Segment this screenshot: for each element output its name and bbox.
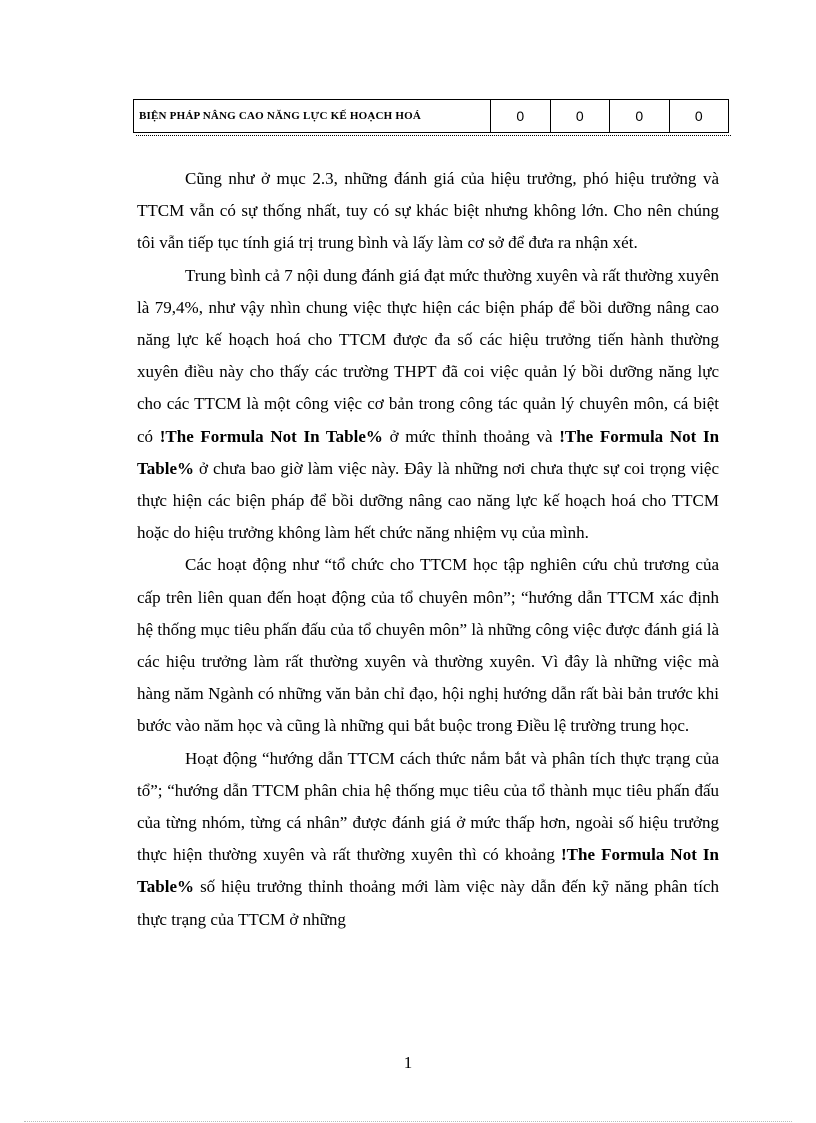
paragraph-text: ở mức thỉnh thoảng và — [382, 426, 560, 446]
summary-table — [133, 99, 729, 133]
page-bottom-rule — [24, 1121, 792, 1122]
formula-placeholder: !The Formula Not In Table% — [137, 426, 720, 478]
paragraph-text: ở chưa bao giờ làm việc này. Đây là những nơi chưa thực sự coi trọng việc thực hiện các biện pháp để bồi dưỡng nâng cao năng lực kế hoạch hoá cho TTCM hoặc do hiệu trưởng không làm hết chức năng nhiệm vụ của mình. — [137, 458, 719, 543]
page-number: 1 — [403, 1053, 413, 1072]
paragraph-1 — [137, 163, 719, 260]
formula-placeholder: !The Formula Not In Table% — [137, 845, 719, 897]
table-row-label: BIỆN PHÁP NÂNG CAO NĂNG LỰC KẾ HOẠCH HOÁ — [134, 100, 491, 133]
paragraph-text: Cũng như ở mục 2.3, những đánh giá của hiệu trưởng, phó hiệu trưởng và TTCM vẫn có sự thống nhất, tuy có sự khác biệt nhưng không lớn. Cho nên chúng tôi vẫn tiếp tục tính giá trị trung bình và lấy làm cơ sở để đưa ra nhận xét. — [137, 169, 719, 253]
table-cell-4: 0 — [669, 100, 729, 133]
table-cell-1: 0 — [491, 100, 551, 133]
table-cell-2: 0 — [550, 100, 610, 133]
paragraph-2 — [137, 260, 719, 550]
table-cell-3: 0 — [610, 100, 670, 133]
table-shadow-rule — [136, 132, 731, 136]
body-text — [137, 163, 719, 936]
paragraph-3 — [137, 549, 719, 742]
paragraph-text: Các hoạt động như “tổ chức cho TTCM học tập nghiên cứu chủ trương của cấp trên liên quan đến hoạt động của tổ chuyên môn”; “hướng dẫn TTCM xác định hệ thống mục tiêu phấn đấu của tổ chuyên môn” là những công việc được đánh giá là các hiệu trưởng làm rất thường xuyên và thường xuyên. Vì đây là những việc mà hàng năm Ngành có những văn bản chỉ đạo, hội nghị hướng dẫn rất bài bản trước khi bước vào năm học và cũng là những qui bắt buộc trong Điều lệ trường trung học. — [137, 555, 719, 736]
formula-placeholder: !The Formula Not In Table% — [159, 426, 383, 446]
paragraph-text: Hoạt động “hướng dẫn TTCM cách thức nắm bắt và phân tích thực trạng của tổ”; “hướng dẫn TTCM phân chia hệ thống mục tiêu của tổ thành mục tiêu phấn đấu của từng nhóm, từng cá nhân” được đánh giá ở mức thấp hơn, ngoài số hiệu trưởng thực hiện thường xuyên và rất thường xuyên thì có khoảng — [137, 748, 719, 865]
paragraph-text: Trung bình cả 7 nội dung đánh giá đạt mức thường xuyên và rất thường xuyên là 79,4%, như vậy nhìn chung việc thực hiện các biện pháp để bồi dưỡng nâng cao năng lực kế hoạch hoá cho TTCM được đa số các hiệu trưởng tiến hành thường xuyên điều này cho thấy các trường THPT đã coi việc quản lý bồi dưỡng năng lực cho các TTCM là một công việc cơ bản trong công tác quản lý chuyên môn, cá biệt có — [137, 265, 719, 446]
paragraph-text: số hiệu trưởng thỉnh thoảng mới làm việc này dẫn đến kỹ năng phân tích thực trạng của TTCM ở những — [137, 877, 719, 929]
paragraph-4 — [137, 743, 719, 936]
table-row — [134, 100, 729, 133]
